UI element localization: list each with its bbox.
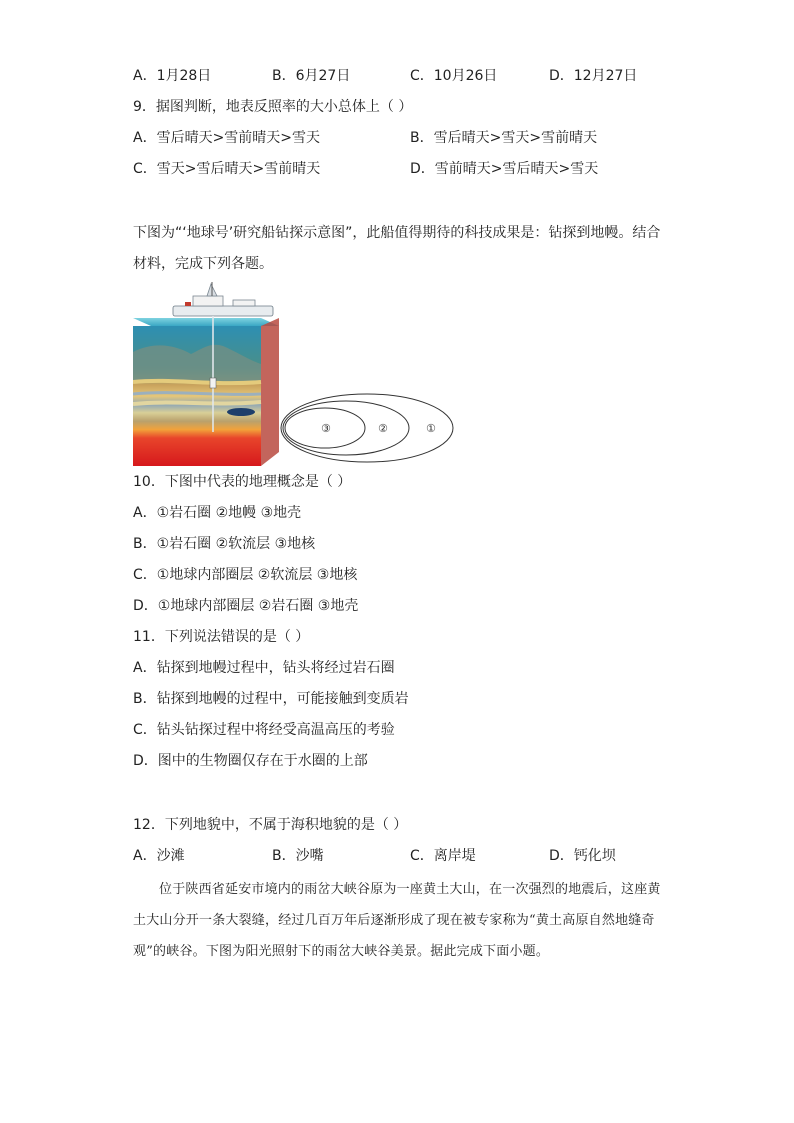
q11-stem: 11．下列说法错误的是（ ） (133, 629, 310, 645)
q9-option-c: C．雪天>雪后晴天>雪前晴天 (133, 161, 321, 177)
q12-option-a: A．沙滩 (133, 848, 185, 864)
earth-layers-side (261, 318, 279, 466)
q12-option-c: C．离岸堤 (410, 848, 476, 864)
circle-2 (283, 401, 409, 455)
label-2: ② (378, 422, 388, 435)
q11-option-c: C．钻头钻探过程中将经受高温高压的考验 (133, 722, 395, 738)
q9-option-a: A．雪后晴天>雪前晴天>雪天 (133, 130, 321, 146)
q12-stem: 12．下列地貌中，不属于海积地貌的是（ ） (133, 817, 408, 833)
q10-option-a: A．①岩石圈 ②地幔 ③地壳 (133, 505, 302, 521)
q12-option-d: D．钙化坝 (549, 848, 616, 864)
q10-option-c: C．①地球内部圈层 ②软流层 ③地核 (133, 567, 358, 583)
q9-option-b: B．雪后晴天>雪天>雪前晴天 (410, 130, 598, 146)
q11-option-a: A．钻探到地幔过程中，钻头将经过岩石圈 (133, 660, 395, 676)
q8-option-a: A．1月28日 (133, 68, 212, 84)
ship-icon (173, 282, 273, 316)
magma-lens (227, 408, 255, 416)
intro-paragraph: 下图为“‘地球号’研究船钻探示意图”，此船值得期待的科技成果是：钻探到地幔。结合材料，完成下列各题。 (133, 225, 661, 272)
passage (133, 874, 668, 967)
ocean-surface (133, 318, 279, 326)
q10-stem: 10．下图中代表的地理概念是（ ） (133, 474, 352, 490)
passage-text: 位于陕西省延安市境内的雨岔大峡谷原为一座黄土大山，在一次强烈的地震后，这座黄土大山分开一条大裂缝，经过几百万年后逐渐形成了现在被专家称为“黄土高原自然地缝奇观”的峡谷。下图为阳光照射下的雨岔大峡谷美景。据此完成下面小题。 (133, 882, 661, 959)
drilling-figure (133, 282, 463, 466)
q8-option-c: C．10月26日 (410, 68, 498, 84)
q12-option-b: B．沙嘴 (272, 848, 324, 864)
q9-option-d: D．雪前晴天>雪后晴天>雪天 (410, 161, 599, 177)
q11-option-b: B．钻探到地幔的过程中，可能接触到变质岩 (133, 691, 409, 707)
label-3: ③ (321, 422, 331, 435)
drilling-diagram (133, 282, 463, 466)
label-1: ① (426, 422, 436, 435)
q9-stem: 9．据图判断，地表反照率的大小总体上（ ） (133, 99, 413, 115)
q8-option-d: D．12月27日 (549, 68, 638, 84)
q8-option-b: B．6月27日 (272, 68, 351, 84)
q10-option-b: B．①岩石圈 ②软流层 ③地核 (133, 536, 316, 552)
q11-option-d: D．图中的生物圈仅存在于水圈的上部 (133, 753, 368, 769)
q10-option-d: D．①地球内部圈层 ②岩石圈 ③地壳 (133, 598, 359, 614)
